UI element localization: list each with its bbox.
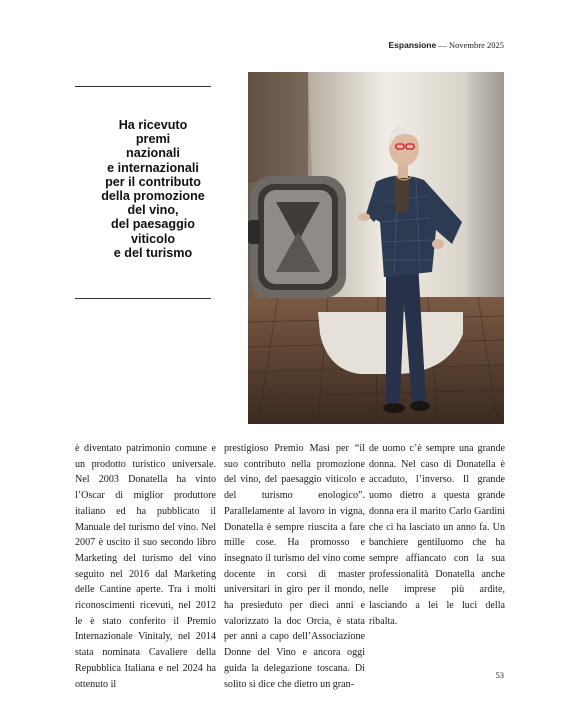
body-paragraph: de uomo c’è sempre una grande donna. Nel caso di Donatella è accaduto, l’inverso. Il grande uomo dietro a questa grande donna era il marito Carlo Gardini che ci ha lasciato un anno fa. Un banchiere gentiluomo che ha sempre affiancato con la sua professionalità Donatella anche nelle imprese più ardite, lasciando a lei le luci della ribalta. <box>369 443 505 627</box>
body-column-1 <box>75 441 216 692</box>
body-column-3 <box>369 441 505 629</box>
body-paragraph: prestigioso Premio Masi per “il suo contributo nella promozione del vino, del paesaggio viticolo e del turismo enologico”. Parallelamente al lavoro in vigna, Donatella è sempre riuscita a fare mille cose. Ha promosso e insegnato il turismo del vino come docente in corsi di master universitari in giro per il mondo, ha presieduto per dieci anni e valorizzato la doc Orcia, è stata per anni a capo dell’Associazione Donne del Vino e ancora oggi guida la delegazione toscana. Di solito si dice che dietro un gran- <box>224 443 365 690</box>
header-separator: — <box>438 40 447 50</box>
running-header <box>389 40 504 50</box>
quote-rule-top <box>75 86 211 87</box>
page-number: 53 <box>495 670 504 680</box>
quote-rule-bottom <box>75 298 211 299</box>
pull-quote: Ha ricevuto premi nazionali e internazionali per il contributo della promozione del vino, del paesaggio viticolo e del turismo <box>101 118 205 260</box>
issue-date: Novembre 2025 <box>448 40 504 50</box>
section-name: Espansione <box>388 40 437 50</box>
portrait-photo <box>248 72 504 424</box>
body-paragraph: è diventato patrimonio comune e un prodotto turistico universale. Nel 2003 Donatella ha vinto l’Oscar di miglior produttore italiano ed ha pubblicato il Manuale del turismo del vino. Nel 2007 è uscito il suo secondo libro Marketing del turismo del vino seguito nel 2016 dal Marketing delle Cantine aperte. Tra i molti riconoscimenti ricevuti, nel 2012 le è stato conferito il Premio Internazionale Vinitaly, nel 2014 stata nominata Cavaliere della Repubblica Italiana e nel 2024 ha ottenuto il <box>75 443 216 690</box>
body-column-2 <box>224 441 365 692</box>
